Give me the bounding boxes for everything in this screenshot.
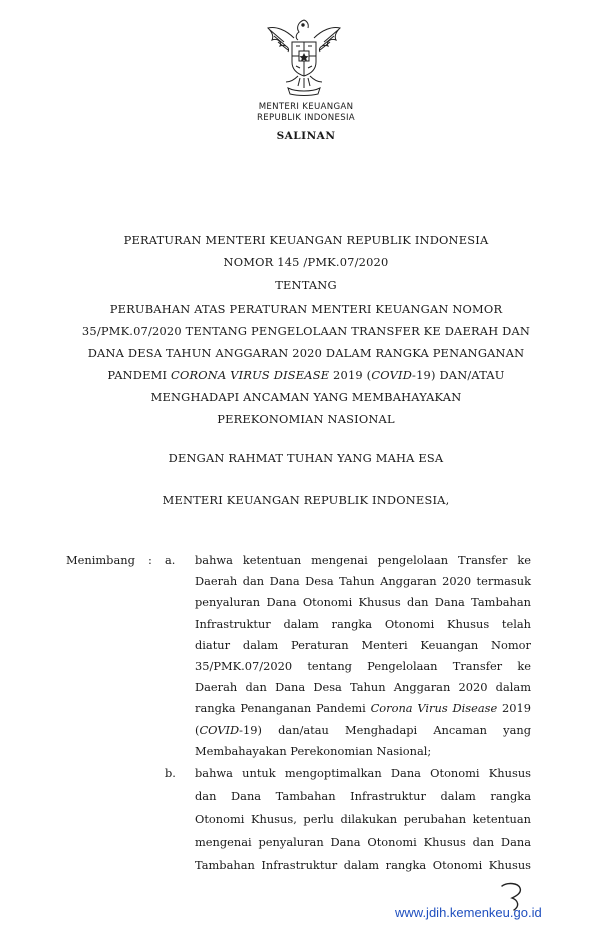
country-name: REPUBLIK INDONESIA — [257, 113, 355, 123]
clause-a-line: diatur dalam Peraturan Menteri Keuangan Nomor — [195, 637, 531, 652]
regulation-title: PERATURAN MENTERI KEUANGAN REPUBLIK INDONESIA — [123, 233, 489, 247]
clause-a-line: Infrastruktur dalam rangka Otonomi Khusus telah — [195, 616, 531, 631]
garuda-emblem-icon — [258, 16, 350, 98]
clause-a-line: (COVID-19) dan/atau Menghadapi Ancaman yang — [195, 722, 531, 737]
source-url-link[interactable]: www.jdih.kemenkeu.go.id — [395, 905, 542, 920]
blessing-line: DENGAN RAHMAT TUHAN YANG MAHA ESA — [168, 451, 444, 465]
clause-b-marker: b. — [165, 766, 176, 780]
clause-a-line: bahwa ketentuan mengenai pengelolaan Transfer ke — [195, 553, 531, 567]
regulation-number: NOMOR 145 /PMK.07/2020 — [223, 255, 389, 269]
considering-colon: : — [148, 553, 152, 567]
clause-b-line: mengenai penyaluran Dana Otonomi Khusus dan Dana — [195, 835, 531, 849]
regulation-about: TENTANG — [275, 278, 337, 292]
considering-label: Menimbang — [66, 553, 135, 567]
regulation-subject-line: PANDEMI CORONA VIRUS DISEASE 2019 (COVID-19) DAN/ATAU — [107, 368, 505, 382]
regulation-subject-line: PERUBAHAN ATAS PERATURAN MENTERI KEUANGAN NOMOR — [109, 302, 503, 316]
clause-a-line: penyaluran Dana Otonomi Khusus dan Dana Tambahan — [195, 595, 531, 610]
clause-a-line: rangka Penanganan Pandemi Corona Virus Disease 2019 — [195, 701, 531, 716]
copy-stamp: SALINAN — [276, 130, 336, 142]
clause-b-line: bahwa untuk mengoptimalkan Dana Otonomi Khusus — [195, 766, 531, 780]
regulation-subject-line: PEREKONOMIAN NASIONAL — [217, 412, 395, 426]
regulation-subject-line: DANA DESA TAHUN ANGGARAN 2020 DALAM RANGKA PENANGANAN — [87, 346, 525, 360]
clause-b-line: dan Dana Tambahan Infrastruktur dalam rangka — [195, 789, 531, 803]
clause-b-line: Otonomi Khusus, perlu dilakukan perubahan ketentuan — [195, 812, 531, 826]
clause-a-line: Daerah dan Dana Desa Tahun Anggaran 2020 dalam — [195, 680, 531, 695]
regulation-subject-line: MENGHADAPI ANCAMAN YANG MEMBAHAYAKAN — [150, 390, 462, 404]
clause-b-line: Tambahan Infrastruktur dalam rangka Otonomi Khusus — [195, 858, 531, 872]
clause-a-line: 35/PMK.07/2020 tentang Pengelolaan Transfer ke — [195, 659, 531, 673]
ministry-name: MENTERI KEUANGAN — [258, 102, 354, 112]
clause-a-line: Daerah dan Dana Desa Tahun Anggaran 2020 termasuk — [195, 574, 531, 589]
regulation-subject-line: 35/PMK.07/2020 TENTANG PENGELOLAAN TRANSFER KE DAERAH DAN — [81, 324, 531, 338]
clause-a-marker: a. — [165, 553, 176, 567]
clause-a-line: Membahayakan Perekonomian Nasional; — [195, 743, 432, 758]
issuer-line: MENTERI KEUANGAN REPUBLIK INDONESIA, — [162, 493, 450, 507]
